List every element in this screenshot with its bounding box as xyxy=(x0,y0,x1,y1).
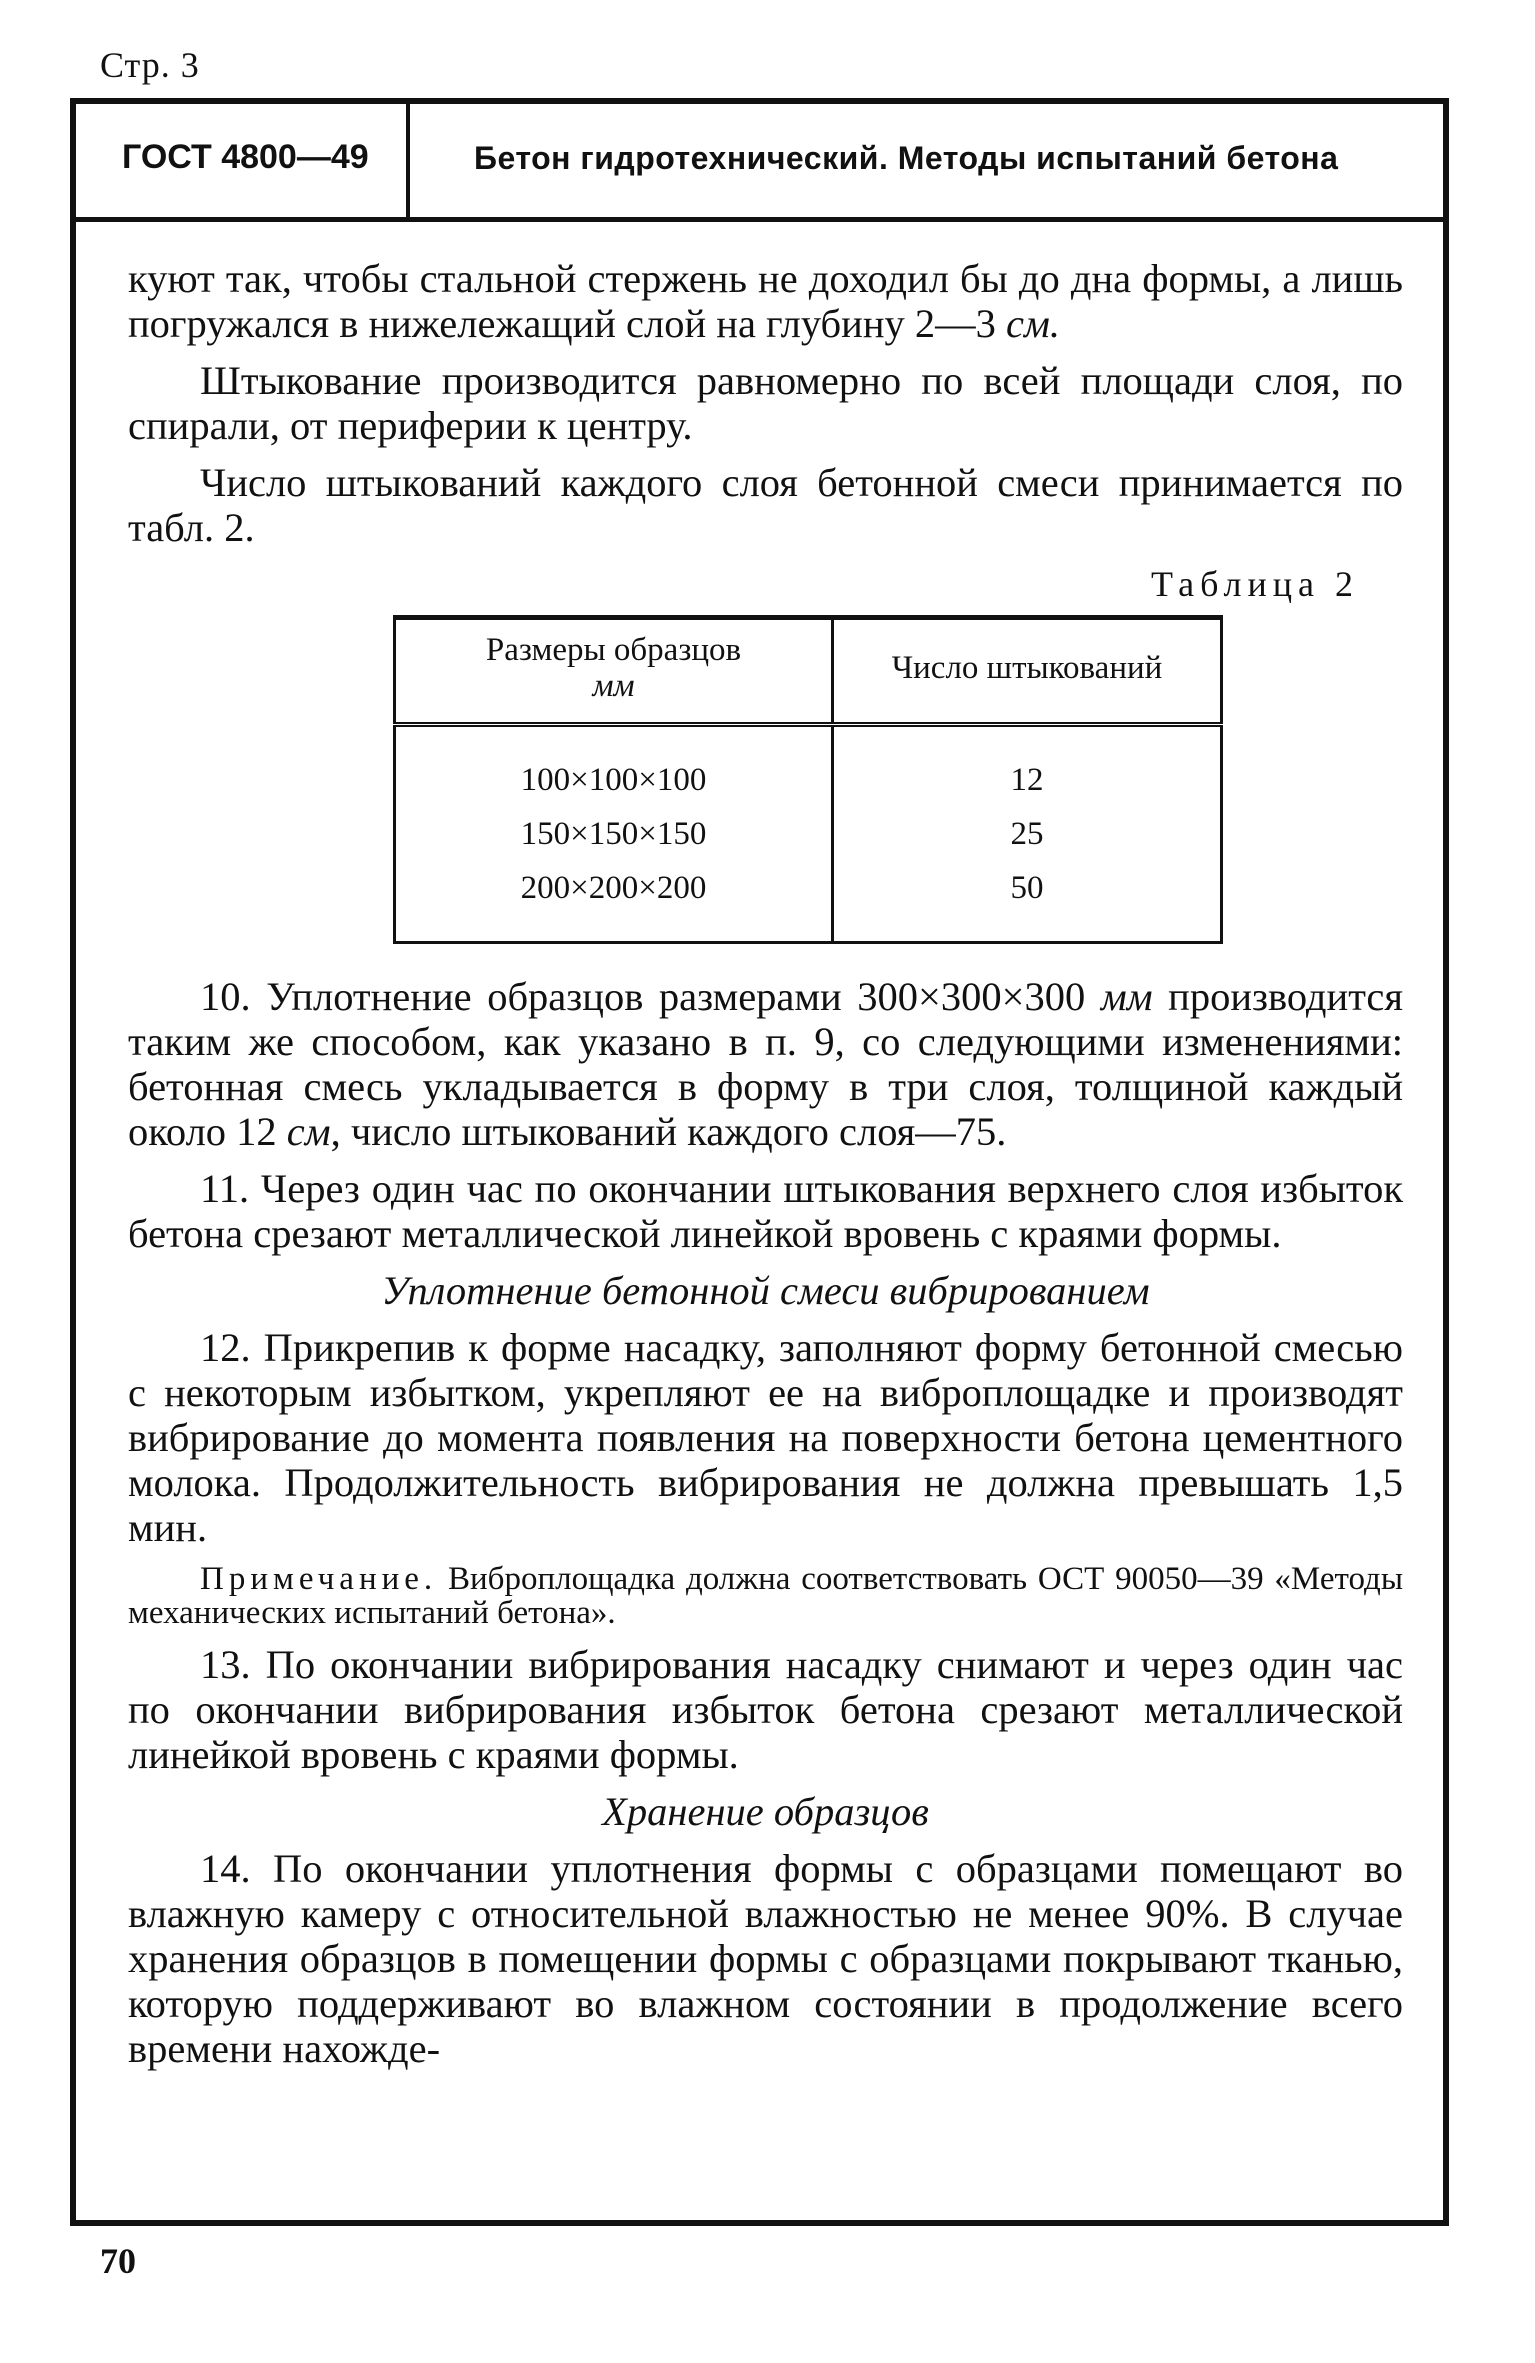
table-row xyxy=(395,861,1222,943)
note xyxy=(128,1562,1403,1630)
item-10-text: , число штыкований каждого слоя—75. xyxy=(330,1109,1007,1154)
table-row xyxy=(395,725,1222,808)
column-header-size xyxy=(395,618,833,725)
document-title: Бетон гидротехнический. Методы испытаний бетона xyxy=(474,140,1339,176)
section-heading-vibration: Уплотнение бетонной смеси вибрированием xyxy=(381,1268,1150,1313)
note-label: Примечание. xyxy=(200,1561,438,1597)
column-header-count: Число штыкований xyxy=(833,618,1222,725)
page-number: 70 xyxy=(100,2241,136,2281)
item-10-text: производится таким же способом, как указано в п. 9, со следующими изменениями: бетонная смесь укладывается в форму в три слоя, толщиной каждый около 12 xyxy=(128,974,1403,1154)
page-label: Стр. 3 xyxy=(100,45,200,85)
unit-text: см xyxy=(286,1109,331,1154)
cell-count: 12 xyxy=(833,725,1222,808)
unit-text: мм xyxy=(1100,974,1153,1019)
item-14: 14. По окончании уплотнения формы с образцами помещают во влажную камеру с относительной влажностью не менее 90%. В случае хранения образцов в помещении формы с образцами покрывают тканью, которую поддерживают во влажном состоянии в продолжение всего времени нахожде- xyxy=(128,1846,1403,2071)
unit-text: см. xyxy=(1006,301,1060,346)
paragraph-table-reference: Число штыкований каждого слоя бетонной смеси принимается по табл. 2. xyxy=(128,460,1403,550)
table-2 xyxy=(393,615,1223,944)
cell-size: 100×100×100 xyxy=(395,725,833,808)
header-divider xyxy=(406,104,410,220)
item-10-text: 10. Уплотнение образцов размерами 300×300×300 xyxy=(200,974,1101,1019)
cell-size: 150×150×150 xyxy=(395,807,833,861)
cell-count: 50 xyxy=(833,861,1222,943)
paragraph-continuation xyxy=(128,256,1403,346)
table-row xyxy=(395,807,1222,861)
section-heading-storage: Хранение образцов xyxy=(602,1789,929,1834)
paragraph-ramming: Штыкование производится равномерно по всей площади слоя, по спирали, от периферии к центру. xyxy=(128,358,1403,448)
page-frame xyxy=(70,98,1449,2226)
paragraph-text: куют так, чтобы стальной стержень не доходил бы до дна формы, а лишь погружался в нижележащий слой на глубину 2—3 xyxy=(128,256,1403,346)
size-header-unit: мм xyxy=(592,668,635,704)
item-13: 13. По окончании вибрирования насадку снимают и через один час по окончании вибрирования избыток бетона срезают металлической линейкой вровень с краями формы. xyxy=(128,1642,1403,1777)
standard-code: ГОСТ 4800—49 xyxy=(122,138,369,176)
item-11: 11. Через один час по окончании штыкования верхнего слоя избыток бетона срезают металлической линейкой вровень с краями формы. xyxy=(128,1166,1403,1256)
cell-size: 200×200×200 xyxy=(395,861,833,943)
document-body xyxy=(128,256,1403,2083)
item-12: 12. Прикрепив к форме насадку, заполняют форму бетонной смесью с некоторым избытком, укрепляют ее на виброплощадке и производят вибрирование до момента появления на поверхности бетона цементного молока. Продолжительность вибрирования не должна превышать 1,5 мин. xyxy=(128,1325,1403,1550)
table-caption: Таблица 2 xyxy=(1151,564,1359,604)
document-header xyxy=(76,104,1443,222)
note-text: Виброплощадка должна соответствовать ОСТ 90050—39 «Методы механических испытаний бетона». xyxy=(128,1561,1403,1631)
item-10 xyxy=(128,974,1403,1154)
cell-count: 25 xyxy=(833,807,1222,861)
table-header-row xyxy=(395,618,1222,725)
ramming-table xyxy=(393,615,1223,944)
size-header-label: Размеры образцов xyxy=(485,632,742,668)
